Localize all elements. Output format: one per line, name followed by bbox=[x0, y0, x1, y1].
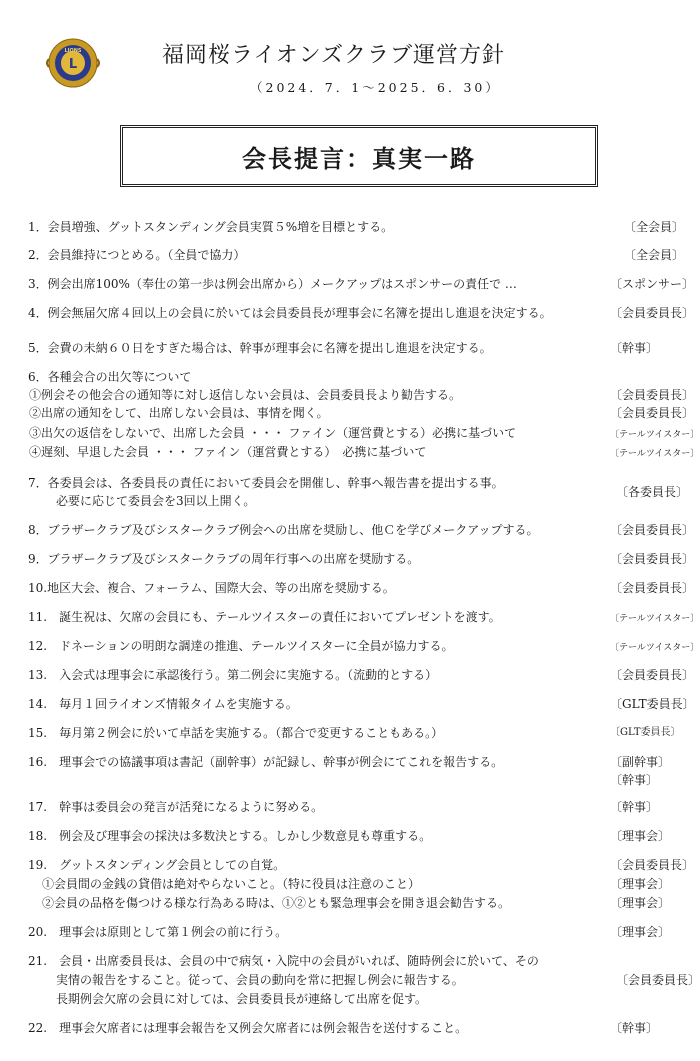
policy-responsible: 〔会員委員長〕 bbox=[616, 973, 700, 987]
policy-text: 12. ドネーションの明朗な調達の推進、テールツイスターに全員が協力する。 bbox=[28, 639, 454, 653]
policy-text: 10.地区大会、複合、フォーラム、国際大会、等の出席を奨励する。 bbox=[28, 581, 395, 595]
policy-responsible: 〔副幹事〕 bbox=[610, 755, 671, 769]
policy-text: 16. 理事会での協議事項は書記（副幹事）が記録し、幹事が例会にてこれを報告する。 bbox=[28, 755, 504, 769]
policy-responsible: 〔GLT委員長〕 bbox=[610, 697, 695, 711]
policy-text: 長期例会欠席の会員に対しては、会員委員長が連絡して出席を促す。 bbox=[56, 992, 428, 1006]
policy-text: ①会員間の金銭の貸借は絶対やらないこと。（特に役員は注意のこと） bbox=[42, 877, 421, 891]
policy-text: 2．会員維持につとめる。（全員で協力） bbox=[28, 248, 246, 262]
policy-text: 3．例会出席100%（奉仕の第一歩は例会出席から）メークアップはスポンサーの責任で … bbox=[28, 277, 517, 291]
policy-responsible: 〔理事会〕 bbox=[610, 829, 671, 843]
policy-text: 9．ブラザークラブ及びシスタークラブの周年行事への出席を奨励する。 bbox=[28, 552, 420, 566]
policy-text: 6．各種会合の出欠等について bbox=[28, 370, 192, 384]
policy-responsible: 〔テールツイスター〕 bbox=[610, 430, 700, 440]
fiscal-period: （2024．7．1～2025．6．30） bbox=[250, 80, 501, 95]
policy-responsible: 〔会員委員長〕 bbox=[610, 552, 695, 566]
policy-responsible: 〔スポンサー〕 bbox=[610, 277, 695, 291]
policy-text: ①例会その他会合の通知等に対し返信しない会員は、会員委員長より勧告する。 bbox=[29, 388, 462, 402]
policy-responsible: 〔テールツイスター〕 bbox=[610, 449, 700, 459]
policy-responsible: 〔全会員〕 bbox=[624, 220, 685, 234]
policy-responsible: 〔理事会〕 bbox=[610, 877, 671, 891]
policy-responsible: 〔幹事〕 bbox=[610, 800, 659, 814]
policy-text: 実情の報告をすること。従って、会員の動向を常に把握し例会に報告する。 bbox=[56, 973, 464, 987]
policy-responsible: 〔各委員長〕 bbox=[616, 485, 689, 499]
policy-text: ②出席の通知をして、出席しない会員は、事情を聞く。 bbox=[29, 406, 329, 420]
policy-responsible: 〔幹事〕 bbox=[610, 773, 659, 787]
policy-responsible: 〔GLT委員長〕 bbox=[610, 727, 681, 738]
logo-text: LIONS bbox=[64, 48, 82, 54]
policy-text: 17. 幹事は委員会の発言が活発になるように努める。 bbox=[28, 800, 324, 814]
policy-responsible: 〔理事会〕 bbox=[610, 896, 671, 910]
policy-text: ③出欠の返信をしないで、出席した会員 ・・・ ファイン（運営費とする）必携に基づいて bbox=[29, 426, 517, 440]
policy-responsible: 〔会員委員長〕 bbox=[610, 668, 695, 682]
policy-text: ②会員の品格を傷つける様な行為ある時は、①②とも緊急理事会を開き退会勧告する。 bbox=[42, 896, 511, 910]
policy-text: 必要に応じて委員会を3回以上開く。 bbox=[56, 494, 256, 508]
policy-text: 1．会員増強、グットスタンディング会員実質５%増を目標とする。 bbox=[28, 220, 394, 234]
policy-responsible: 〔会員委員長〕 bbox=[610, 858, 695, 872]
page-title: 福岡桜ライオンズクラブ運営方針 bbox=[162, 43, 506, 68]
policy-text: 19. グットスタンディング会員としての自覚。 bbox=[28, 858, 286, 872]
policy-text: 11. 誕生祝は、欠席の会員にも、テールツイスターの責任においてプレゼントを渡す。 bbox=[28, 610, 501, 624]
policy-text: 22. 理事会欠席者には理事会報告を又例会欠席者には例会報告を送付すること。 bbox=[28, 1021, 468, 1035]
policy-responsible: 〔会員委員長〕 bbox=[610, 523, 695, 537]
policy-responsible: 〔全会員〕 bbox=[624, 248, 685, 262]
policy-text: 4．例会無届欠席４回以上の会員に於いては会員委員長が理事会に名簿を提出し進退を決定する。 bbox=[28, 306, 552, 320]
policy-text: 5．会費の未納６０日をすぎた場合は、幹事が理事会に名簿を提出し進退を決定する。 bbox=[28, 341, 492, 355]
policy-text: ④遅刻、早退した会員 ・・・ ファイン（運営費とする） 必携に基づいて bbox=[29, 445, 427, 459]
policy-responsible: 〔理事会〕 bbox=[610, 925, 671, 939]
policy-responsible: 〔会員委員長〕 bbox=[610, 406, 695, 420]
policy-responsible: 〔テールツイスター〕 bbox=[610, 614, 700, 624]
policy-text: 15. 毎月第２例会に於いて卓話を実施する。（都合で変更することもある。） bbox=[28, 726, 444, 740]
policy-responsible: 〔会員委員長〕 bbox=[610, 581, 695, 595]
logo-letter: L bbox=[68, 57, 78, 72]
policy-text: 20. 理事会は原則として第１例会の前に行う。 bbox=[28, 925, 288, 939]
policy-text: 18. 例会及び理事会の採決は多数決とする。しかし少数意見も尊重する。 bbox=[28, 829, 432, 843]
policy-responsible: 〔テールツイスター〕 bbox=[610, 643, 700, 653]
president-motto: 会長提言：真実一路 bbox=[242, 144, 476, 173]
policy-responsible: 〔会員委員長〕 bbox=[610, 388, 695, 402]
policy-text: 21. 会員・出席委員長は、会員の中で病気・入院中の会員がいれば、随時例会に於いて、その bbox=[28, 954, 539, 968]
policy-responsible: 〔幹事〕 bbox=[610, 341, 659, 355]
policy-responsible: 〔幹事〕 bbox=[610, 1021, 659, 1035]
policy-text: 7．各委員会は、各委員長の責任において委員会を開催し、幹事へ報告書を提出する事。 bbox=[28, 476, 504, 490]
policy-text: 13. 入会式は理事会に承認後行う。第二例会に実施する。（流動的とする） bbox=[28, 668, 438, 682]
policy-responsible: 〔会員委員長〕 bbox=[610, 306, 695, 320]
policy-text: 14. 毎月１回ライオンズ情報タイムを実施する。 bbox=[28, 697, 298, 711]
policy-text: 8．ブラザークラブ及びシスタークラブ例会への出席を奨励し、他Ｃを学びメークアップする。 bbox=[28, 523, 539, 537]
